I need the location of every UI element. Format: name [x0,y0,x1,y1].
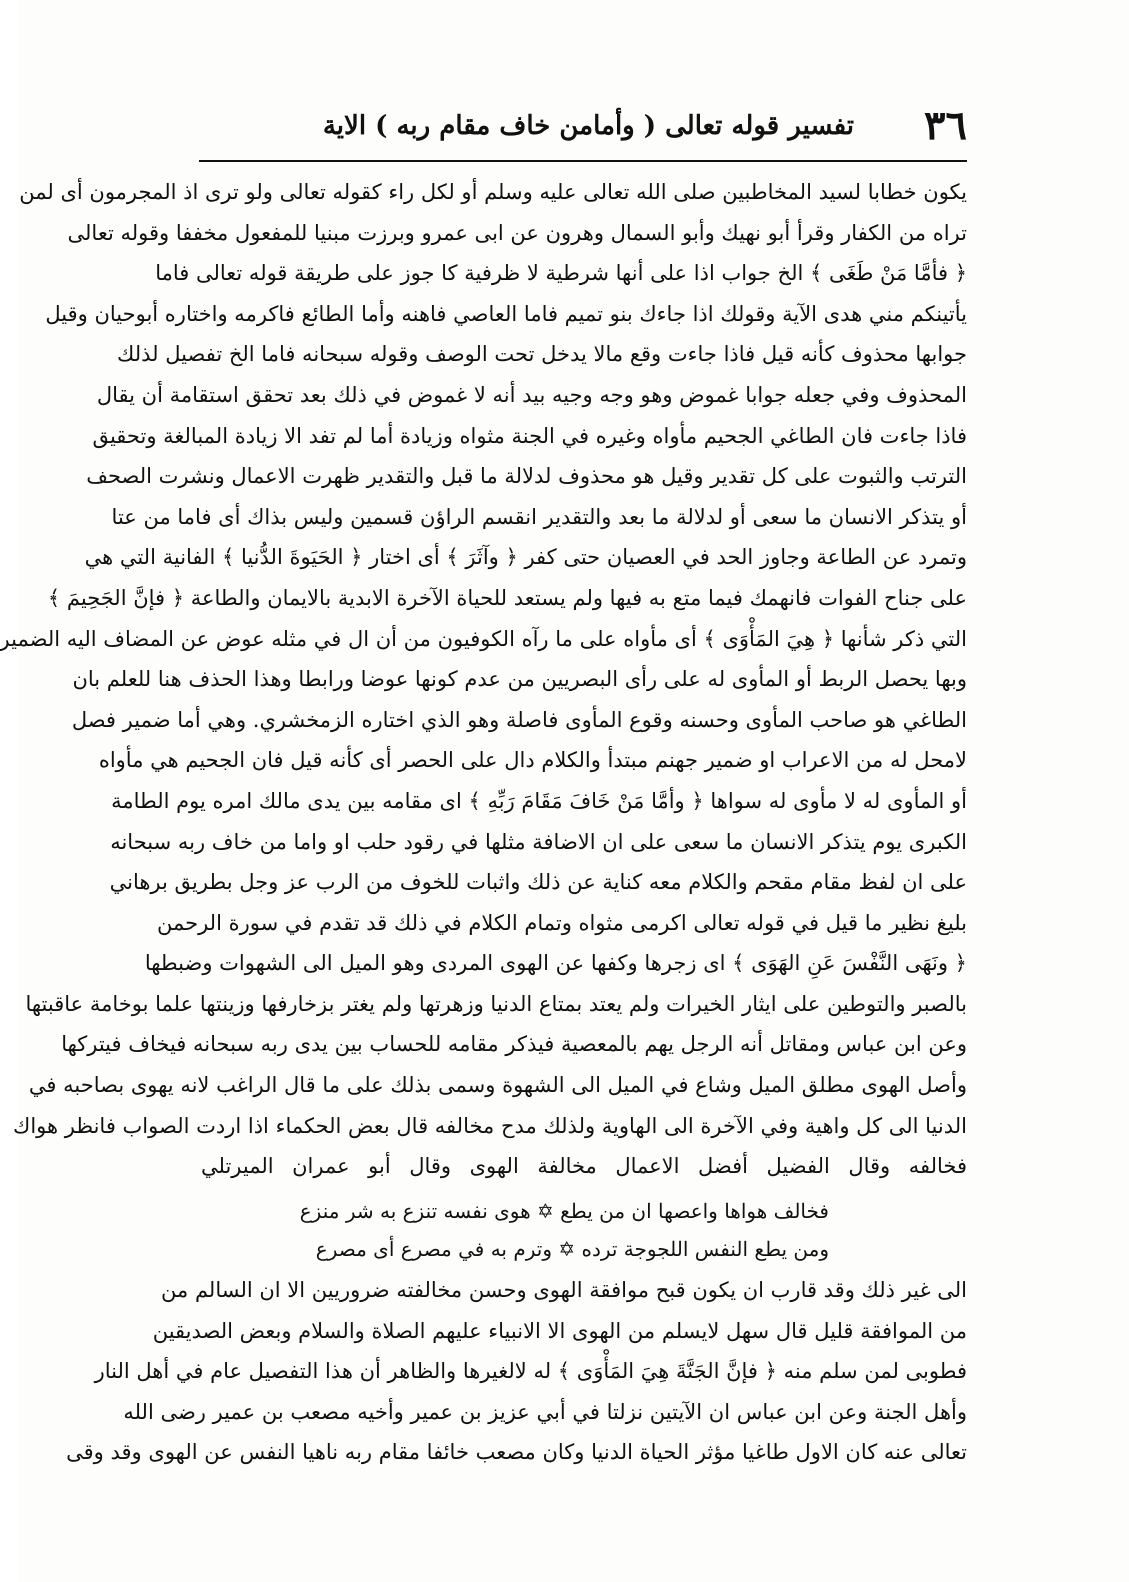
text-line: وأهل الجنة وعن ابن عباس ان الآيتين نزلتا في أبي عزيز بن عمير وأخيه مصعب بن عمير رضى الله [123,1399,967,1424]
text-line: بالصبر والتوطين على ايثار الخيرات ولم يعتد بمتاع الدنيا وزهرتها ولم يغتر بزخارفها وزينتها علما بوخامة عاقبتها [25,991,967,1016]
page-header [199,92,967,152]
text-line: الترتب والثبوت على كل تقدير وقيل هو محذوف لدلالة ما قبل والتقدير ظهرت الاعمال ونشرت الصحف [86,464,967,489]
header-rule [199,160,967,162]
text-line: ﴿ فأمَّا مَنْ طَغَى ﴾ الخ جواب اذا على أنها شرطية لا ظرفية كا جوز على طريقة قوله تعالى فاما [155,261,967,286]
text-line: أو يتذكر الانسان ما سعى أو لدلالة ما بعد والتقدير انقسم الراؤن قسمين وليس بذاك أى فاما من عتا [111,504,967,529]
text-line: الى غير ذلك وقد قارب ان يكون قبح موافقة الهوى وحسن مخالفته ضروريين الا ان السالم من [161,1278,967,1302]
text-line: فطوبى لمن سلم منه ﴿ فإنَّ الجَنَّةَ هِيَ المَأْوَى ﴾ له لالغيرها والظاهر أن هذا التفصيل عام في أهل النار [94,1359,967,1384]
text-line: تراه من الكفار وقرأ أبو نهيك وأبو السمال وهرون عن ابى عمرو وبرزت مبنيا للمفعول مخففا وقوله تعالى [67,220,967,245]
text-line: من الموافقة قليل قال سهل لايسلم من الهوى الا الانبياء عليهم الصلاة والسلام وبعض الصديقين [152,1318,967,1343]
text-line: تعالى عنه كان الاول طاغيا مؤثر الحياة الدنيا وكان مصعب خائفا مقام ربه ناهيا النفس عن الهوى وقد وقى [66,1440,967,1465]
text-line: لامحل له من الاعراب او ضمير جهنم مبتدأ والكلام دال على الحصر أى كأنه قيل فان الجحيم هي مأواه [98,748,967,773]
text-line: على ان لفظ مقام مقحم والكلام معه كناية عن ذلك واثبات للخوف من الرب عز وجل بطريق برهاني [109,870,967,895]
text-line: على جناح الفوات فانهمك فيما متع به فيها ولم يستعد للحياة الآخرة الابدية بالايمان والطاعة ﴿ فإنَّ الجَحِيمَ ﴾ [47,585,967,610]
text-line: يكون خطابا لسيد المخاطبين صلى الله تعالى عليه وسلم أو لكل راء كقوله تعالى ولو ترى اذ المجرمون أى لمن [19,180,967,204]
text-line: الطاغي هو صاحب المأوى وحسنه وقوع المأوى فاصلة وهو الذي اختاره الزمخشري. وهي أما ضمير فصل [71,707,967,732]
text-line: أو المأوى له لا مأوى له سواها ﴿ وأمَّا مَنْ خَافَ مَقَامَ رَبِّهِ ﴾ اى مقامه بين يدى مالك امره يوم الطامة [111,788,967,813]
text-line: التي ذكر شأنها ﴿ هِيَ المَأْوَى ﴾ أى مأواه على ما رآه الكوفيون من أن ال في مثله عوض عن المضاف اليه الضمير [0,626,967,651]
text-line: ﴿ ونَهَى النَّفْسَ عَنِ الهَوَى ﴾ اى زجرها وكفها عن الهوى المردى وهو الميل الى الشهوات وضبطها [144,951,967,976]
text-line: الكبرى يوم يتذكر الانسان ما سعى على ان الاضافة مثلها في رقود حلب او واما من خاف ربه سبحانه [110,829,967,854]
text-line: فخالفه وقال الفضيل أفضل الاعمال مخالفة الهوى وقال أبو عمران الميرتلي [201,1154,967,1179]
poetry-verse: ومن يطع النفس اللجوجة ترده ✡ وترم به في مصرع أى مصرع [315,1237,829,1261]
text-line: وبها يحصل الربط أو المأوى له على رأى البصريين من عدم كونها عوضا ورابطا وهذا الحذف هنا للعلم بان [72,667,967,692]
text-line: يأتينكم مني هدى الآية وقولك اذا جاءك بنو تميم فاما العاصي فاهنه وأما الطائع فاكرمه واختاره أبوحيان وقيل [45,301,967,326]
running-title: تفسير قوله تعالى ( وأمامن خاف مقام ربه ) الاية [322,111,855,141]
text-line: بليغ نظير ما قيل في قوله تعالى اكرمى مثواه وتمام الكلام في ذلك قد تقدم في سورة الرحمن [156,910,967,935]
page-number: ٣٦ [924,102,967,149]
text-line: فاذا جاءت فان الطاغي الجحيم مأواه وغيره في الجنة مثواه وزيادة أما لم تفد الا زيادة المبالغة وتحقيق [92,423,967,448]
text-line: الدنيا الى كل واهية وفي الآخرة الى الهاوية ولذلك مدح مخالفه قال بعض الحكماء اذا اردت الصواب فانظر هواك [13,1113,967,1138]
text-line: وعن ابن عباس ومقاتل أنه الرجل يهم بالمعصية فيذكر مقامه للحساب بين يدى ربه سبحانه فيخاف فيتركها [61,1032,967,1057]
text-line: المحذوف وفي جعله جوابا غموض وهو وجه وجيه بيد أنه لا غموض في ذلك بعد تحقق استقامة أن يقال [96,382,967,407]
text-line: جوابها محذوف كأنه قيل فاذا جاءت وقع مالا يدخل تحت الوصف وقوله سبحانه فاما الخ تفصيل لذلك [117,342,967,367]
text-line: وأصل الهوى مطلق الميل وشاع في الميل الى الشهوة وسمى بذلك على ما قال الراغب لانه يهوى بصاحبه في [28,1073,967,1098]
text-line: وتمرد عن الطاعة وجاوز الحد في العصيان حتى كفر ﴿ وآثَرَ ﴾ أى اختار ﴿ الحَيَوةَ الدُّنيا ﴾ الفانية التي هي [84,545,967,570]
continuation-text-block [66,1270,967,1473]
poetry-verse: فخالف هواها واعصها ان من يطع ✡ هوى نفسه تنزع به شر منزع [299,1199,829,1223]
main-text-block [0,172,967,1187]
